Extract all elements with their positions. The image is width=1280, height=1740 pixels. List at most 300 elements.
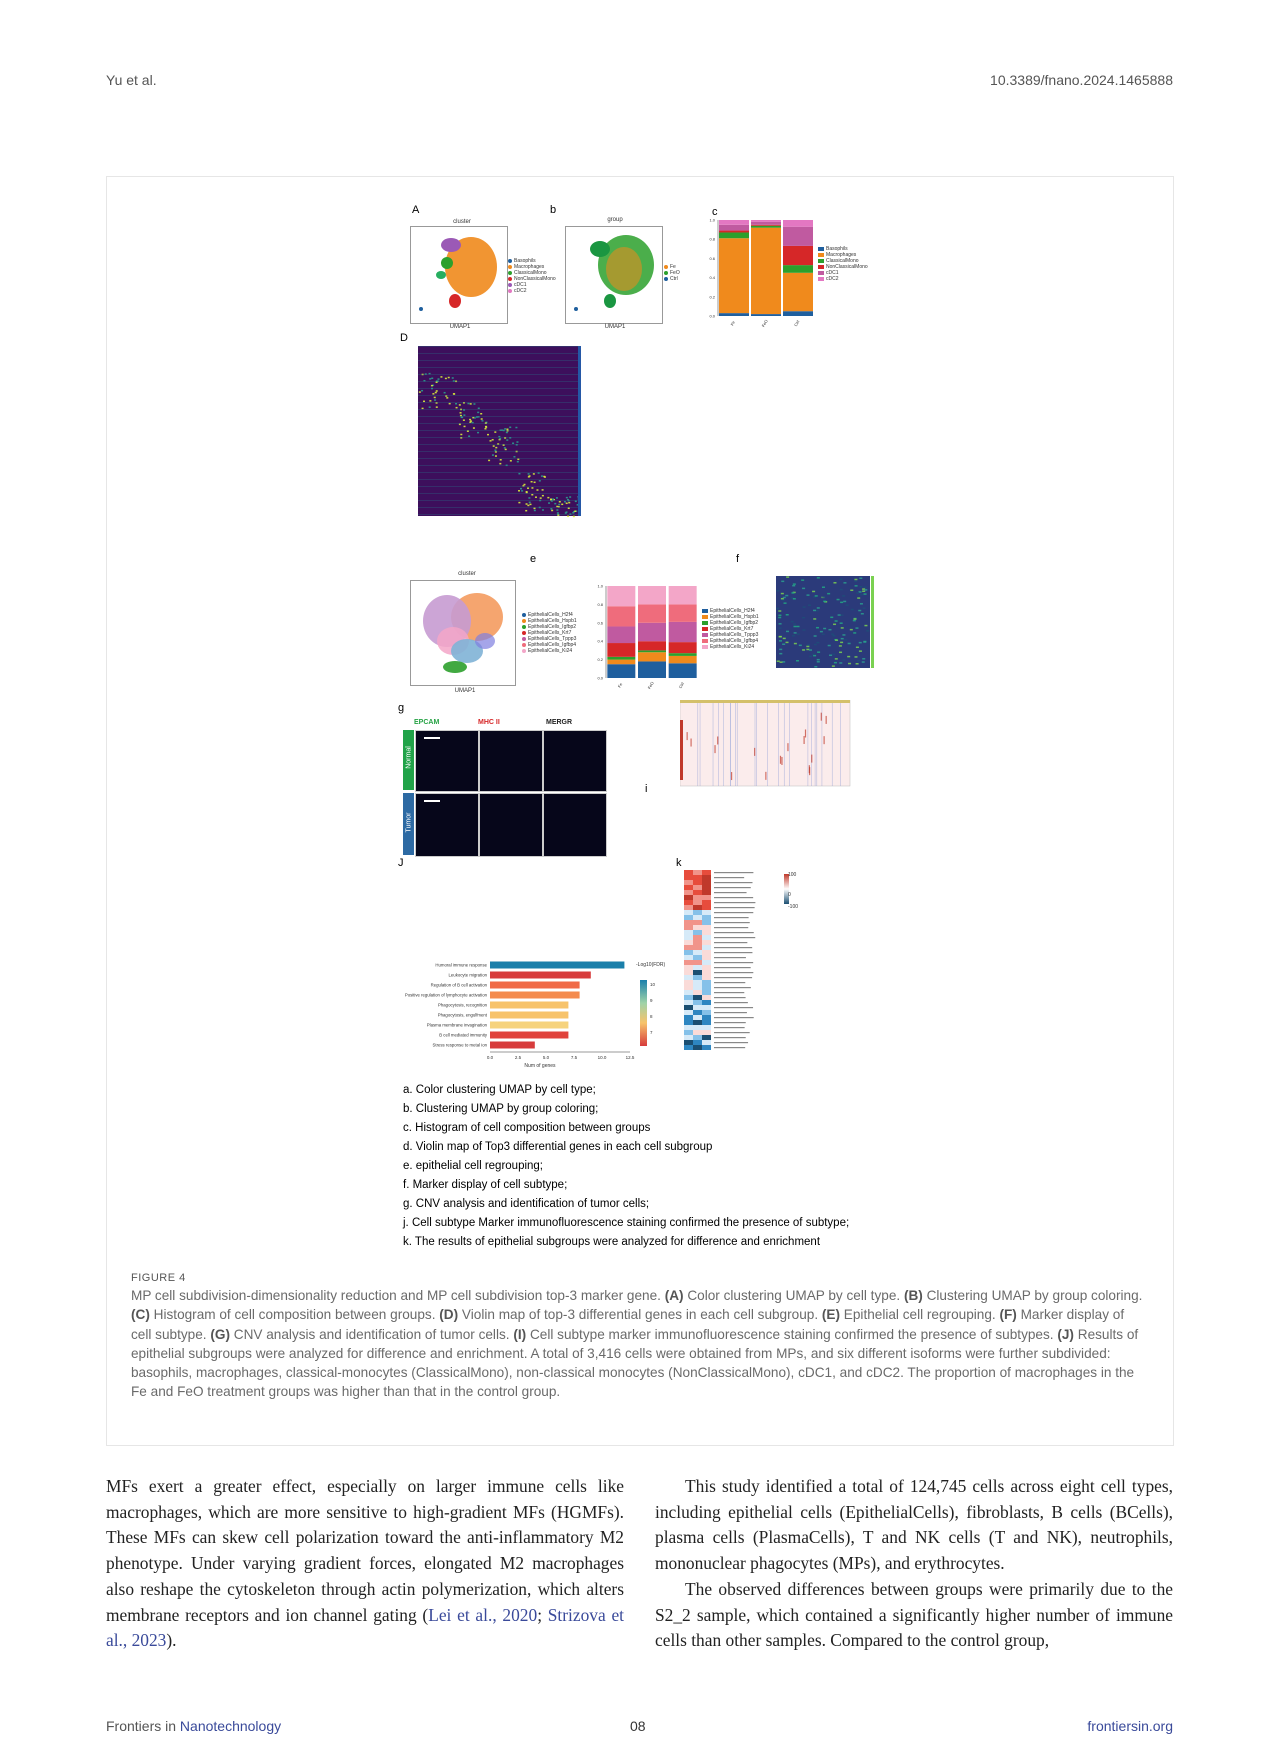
heatmap-cell [490, 440, 492, 442]
row-label-line [714, 947, 752, 948]
heatmap-cell [693, 1015, 702, 1020]
y-tick-label: 0.4 [709, 275, 715, 281]
citation-link-lei-2020[interactable]: Lei et al., 2020 [428, 1604, 538, 1625]
cnv-gain [809, 767, 810, 775]
x-tick-label: 10.0 [597, 1055, 607, 1060]
heatmap-cell [854, 656, 857, 658]
bar-segment [751, 220, 781, 222]
heatmap-cell [702, 930, 711, 935]
legend-item: EpithelialCells_Igfbp4 [710, 638, 759, 644]
heatmap-cell [702, 975, 711, 980]
panel-i-cnv-heatmap [680, 700, 856, 790]
heatmap-cell [505, 449, 507, 451]
colorbar-label: -Log10(FDR) [636, 962, 666, 968]
heatmap-cell [806, 594, 809, 596]
row-bar-tumor [403, 793, 414, 855]
heatmap-cell [693, 905, 702, 910]
heatmap-cell [693, 930, 702, 935]
legend-item: NonClassicalMono [826, 264, 868, 270]
figure-legend-line: j. Cell subtype Marker immunofluorescence staining confirmed the presence of subtype; [403, 1217, 850, 1229]
heatmap-cell [813, 655, 816, 657]
heatmap-cell [684, 890, 693, 895]
heatmap-stripe [418, 353, 578, 354]
heatmap-cell [534, 510, 536, 512]
heatmap-cell [866, 630, 869, 632]
panel-b-xlabel: UMAP1 [604, 324, 626, 330]
bar-segment [719, 313, 749, 316]
cnv-gain [805, 729, 806, 737]
body-paragraph: The observed differences between groups were primarily due to the S2_2 sample, which contained a significantly higher number of immune cells than other samples. Compared to the control group, [655, 1578, 1173, 1651]
heatmap-cell [702, 915, 711, 920]
panel-a-xlabel: UMAP1 [449, 324, 471, 330]
heatmap-cell [782, 661, 785, 663]
figure-legend-line: b. Clustering UMAP by group coloring; [403, 1103, 599, 1115]
legend-item: EpithelialCells_Igfbp2 [710, 620, 759, 626]
heatmap-cell [431, 385, 433, 387]
heatmap-cell [517, 459, 519, 461]
x-tick-label: 7.5 [570, 1055, 578, 1060]
heatmap-cell [702, 1000, 711, 1005]
heatmap-cell [684, 995, 693, 1000]
cnv-column [815, 700, 816, 786]
heatmap-cell [828, 645, 831, 647]
category-label: Leukocyte migration [448, 972, 487, 978]
heatmap-cell [779, 627, 782, 629]
heatmap-cell [783, 638, 786, 640]
heatmap-cell [791, 592, 794, 594]
legend-item: EpithelialCells_Ki24 [710, 644, 755, 650]
bar-segment [669, 586, 697, 604]
heatmap-stripe [418, 444, 578, 445]
heatmap-cell [684, 970, 693, 975]
panel-c-stacked-bar [700, 214, 820, 332]
x-tick-label: 5.0 [542, 1055, 550, 1060]
caption-text: Clustering UMAP by group coloring. [922, 1288, 1143, 1303]
heatmap-cell [817, 661, 820, 663]
heatmap-cell [448, 377, 450, 379]
heatmap-cell [702, 880, 711, 885]
category-label: Positive regulation of lymphocyte activation [404, 992, 487, 998]
heatmap-cell [684, 945, 693, 950]
cnv-column [737, 700, 738, 786]
heatmap-cell [702, 950, 711, 955]
heatmap-cell [854, 581, 857, 583]
bar-segment [719, 225, 749, 231]
enrichment-bar [490, 992, 580, 999]
legend-item: EpithelialCells_Igfbp2 [528, 624, 577, 630]
cnv-left-bar [680, 720, 683, 780]
running-header-doi[interactable]: 10.3389/fnano.2024.1465888 [990, 72, 1173, 88]
heatmap-cell [488, 460, 490, 462]
caption-text: MP cell subdivision-dimensionality reduction and MP cell subdivision top-3 marker gene. [131, 1288, 665, 1303]
panel-e-legend [522, 612, 577, 654]
heatmap-cell [510, 460, 512, 462]
cnv-gain [824, 736, 825, 744]
heatmap-cell [702, 1020, 711, 1025]
heatmap-cell [781, 581, 784, 583]
heatmap-cell [822, 596, 825, 598]
heatmap-cell [693, 970, 702, 975]
enrichment-bar [490, 1042, 535, 1049]
heatmap-cell [473, 427, 475, 429]
cnv-gain [687, 732, 688, 740]
heatmap-cell [812, 654, 815, 656]
heatmap-cell [793, 583, 796, 585]
x-tick-label: Fe [729, 319, 737, 327]
heatmap-cell [860, 586, 863, 588]
cnv-column [756, 700, 757, 786]
row-label-line [714, 977, 752, 978]
row-label-line [714, 907, 755, 908]
legend-item: EpithelialCells_Krt7 [528, 630, 572, 636]
heatmap-cell [684, 900, 693, 905]
category-label: Stress response to metal ion [432, 1042, 487, 1048]
heatmap-cell [693, 925, 702, 930]
x-tick-label: 12.5 [625, 1055, 635, 1060]
heatmap-cell [802, 617, 805, 619]
row-label-line [714, 1032, 750, 1033]
cnv-column [735, 700, 736, 786]
heatmap-cell [702, 970, 711, 975]
heatmap-cell [574, 511, 576, 513]
cnv-column [755, 700, 756, 786]
row-label-line [714, 912, 753, 913]
heatmap-cell [469, 419, 471, 421]
heatmap-cell [702, 1045, 711, 1050]
x-tick-label: FeO [760, 318, 769, 328]
heatmap-cell [432, 393, 434, 395]
heatmap-cell [839, 652, 842, 654]
heatmap-cell [782, 643, 785, 645]
panel-e-xlabel: UMAP1 [454, 688, 476, 694]
row-label-line [714, 1022, 746, 1023]
bar-segment [607, 586, 635, 606]
heatmap-cell [470, 403, 472, 405]
row-label-line [714, 1007, 753, 1008]
heatmap-cell [452, 377, 454, 379]
cnv-column [718, 700, 719, 786]
footer-journal[interactable] [106, 1718, 281, 1734]
heatmap-cell [440, 376, 442, 378]
heatmap-cell [859, 577, 862, 579]
heatmap-cell [485, 426, 487, 428]
heatmap-cell [459, 404, 461, 406]
legend-item: cDC2 [826, 276, 839, 282]
heatmap-cell [702, 945, 711, 950]
bar-segment [751, 314, 781, 316]
caption-text: Marker display of cell subtype. [131, 1307, 1125, 1342]
heatmap-cell [550, 498, 552, 500]
heatmap-cell [839, 662, 842, 664]
heatmap-cell [856, 663, 859, 665]
heatmap-cell [786, 642, 789, 644]
y-tick-label: 0.8 [709, 236, 715, 242]
heatmap-cell [702, 1025, 711, 1030]
heatmap-cell [786, 576, 789, 578]
heatmap-cell [702, 895, 711, 900]
bar-segment [783, 311, 813, 316]
caption-text: CNV analysis and identification of tumor cells. [229, 1326, 514, 1342]
legend-item: EpithelialCells_Tppp3 [528, 636, 577, 642]
heatmap-cell [693, 885, 702, 890]
bar-segment [669, 642, 697, 653]
row-label-line [714, 952, 752, 953]
heatmap-cell [702, 980, 711, 985]
heatmap-cell [702, 1005, 711, 1010]
heatmap-cell [837, 599, 840, 601]
bar-segment [719, 232, 749, 238]
heatmap-cell [693, 1030, 702, 1035]
heatmap-cell [862, 658, 865, 660]
heatmap-cell [830, 617, 833, 619]
if-image-normal-merge [543, 730, 607, 792]
heatmap-cell [518, 473, 520, 475]
heatmap-cell [797, 633, 800, 635]
heatmap-cell [541, 475, 543, 477]
caption-ref-j: (J) [1057, 1326, 1074, 1342]
heatmap-cell [863, 641, 866, 643]
legend-item: Basophils [826, 246, 848, 252]
cnv-gain [803, 736, 804, 744]
heatmap-cell [857, 660, 860, 662]
heatmap-cell [844, 639, 847, 641]
heatmap-cell [835, 658, 838, 660]
heatmap-cell [693, 940, 702, 945]
legend-item: Fe [670, 264, 676, 270]
caption-text: Results of epithelial subgroups were analyzed for difference and enrichment. A total of 3,416 cells were obtained from MPs, and six different isoforms were further subdivided: basophils, macrophages, classical-monocytes (ClassicalMono), non-classical monocytes (NonClassicalMono), cDC1, and cDC2. The proportion of macrophages in the Fe and FeO treatment groups was higher than that in the control group. [131, 1326, 1139, 1400]
heatmap-cell [542, 489, 544, 491]
caption-text: Violin map of top-3 differential genes in each cell subgroup. [458, 1307, 822, 1323]
heatmap-cell [702, 960, 711, 965]
heatmap-cell [494, 449, 496, 451]
heatmap-cell [500, 459, 502, 461]
heatmap-cell [693, 900, 702, 905]
heatmap-stripe [418, 486, 578, 487]
enrichment-bar [490, 1002, 568, 1009]
heatmap-cell [806, 646, 809, 648]
citation-link-strizova-2023[interactable]: Strizova et al., 2023 [106, 1604, 625, 1651]
heatmap-cell [839, 579, 842, 581]
heatmap-cell [702, 1035, 711, 1040]
heatmap-cell [539, 480, 541, 482]
heatmap-cell [809, 656, 812, 658]
panel-e-stacked-bar [588, 580, 704, 694]
bar-segment [751, 226, 781, 228]
heatmap-cell [838, 614, 841, 616]
heatmap-cell [558, 504, 560, 506]
cnv-gain [826, 716, 827, 724]
panel-k-scale-min: -100 [788, 904, 799, 910]
heatmap-cell [833, 582, 836, 584]
heatmap-cell [857, 597, 860, 599]
heatmap-cell [803, 629, 806, 631]
body-paragraph [106, 1474, 624, 1654]
caption-ref-e: (E) [821, 1307, 841, 1323]
heatmap-cell [693, 1040, 702, 1045]
heatmap-cell [684, 1020, 693, 1025]
heatmap-cell [794, 643, 797, 645]
heatmap-stripe [418, 465, 578, 466]
heatmap-cell [467, 403, 469, 405]
heatmap-cell [453, 393, 455, 395]
row-label-line [714, 927, 748, 928]
heatmap-cell [859, 642, 862, 644]
cnv-column [700, 700, 701, 786]
legend-item: Macrophages [826, 252, 857, 258]
row-bar-normal [403, 730, 414, 790]
heatmap-stripe [418, 507, 578, 508]
heatmap-cell [693, 965, 702, 970]
heatmap-cell [782, 599, 785, 601]
heatmap-cell [834, 662, 837, 664]
heatmap-cell [835, 639, 838, 641]
heatmap-cell [693, 935, 702, 940]
heatmap-cell [693, 890, 702, 895]
cnv-top-bar [680, 700, 850, 703]
heatmap-cell [526, 491, 528, 493]
bar-segment [783, 220, 813, 227]
heatmap-cell [843, 601, 846, 603]
heatmap-cell [551, 510, 553, 512]
body-right-column [655, 1474, 1173, 1654]
heatmap-cell [803, 606, 806, 608]
caption-text: Cell subtype marker immunofluorescence staining confirmed the presence of subtypes. [526, 1326, 1058, 1342]
heatmap-cell [504, 447, 506, 449]
row-label-line [714, 932, 754, 933]
footer-site-link[interactable]: frontiersin.org [1087, 1718, 1173, 1734]
heatmap-cell [684, 885, 693, 890]
heatmap-stripe [418, 458, 578, 459]
heatmap-cell [527, 487, 529, 489]
heatmap-cell [785, 595, 788, 597]
heatmap-cell [702, 990, 711, 995]
heatmap-cell [817, 651, 820, 653]
heatmap-cell [817, 659, 820, 661]
caption-ref-d: (D) [439, 1307, 459, 1323]
heatmap-cell [693, 920, 702, 925]
heatmap-cell [684, 930, 693, 935]
heatmap-colorbar [582, 451, 588, 511]
heatmap-cell [860, 594, 863, 596]
heatmap-cell [702, 1015, 711, 1020]
heatmap-cell [517, 461, 519, 463]
heatmap-cell [779, 661, 782, 663]
enrichment-bar [490, 972, 591, 979]
panel-letter-i: i [645, 783, 648, 795]
row-label-line [714, 937, 755, 938]
legend-item: EpithelialCells_Krt7 [710, 626, 754, 632]
heatmap-cell [684, 950, 693, 955]
category-label: Humoral immune response [435, 962, 487, 968]
heatmap-cell [473, 403, 475, 405]
heatmap-cell [702, 1030, 711, 1035]
heatmap-cell [862, 661, 865, 663]
heatmap-cell [702, 995, 711, 1000]
heatmap-stripe [418, 395, 578, 396]
heatmap-cell [823, 601, 826, 603]
heatmap-cell [827, 593, 830, 595]
row-label-line [714, 892, 747, 893]
heatmap-cell [842, 659, 845, 661]
heatmap-cell [702, 905, 711, 910]
heatmap-cell [840, 614, 843, 616]
channel-label-epcam: EPCAM [414, 719, 440, 726]
heatmap-cell [702, 935, 711, 940]
heatmap-cell [840, 642, 843, 644]
heatmap-cell [684, 1010, 693, 1015]
heatmap-cell [853, 618, 856, 620]
panel-e-title: cluster [458, 571, 476, 577]
heatmap-cell [854, 579, 857, 581]
caption-text: Histogram of cell composition between groups. [149, 1307, 440, 1323]
heatmap-cell [828, 629, 831, 631]
colorbar [640, 980, 647, 1046]
bar-segment [783, 246, 813, 265]
heatmap-cell [846, 604, 849, 606]
y-tick-label: 0.2 [597, 657, 603, 663]
bar-segment [669, 663, 697, 678]
heatmap-stripe [418, 479, 578, 480]
heatmap-cell [792, 585, 795, 587]
heatmap-cell [779, 623, 782, 625]
heatmap-cell [693, 875, 702, 880]
cnv-gain [717, 736, 718, 744]
cnv-column [730, 700, 731, 786]
panel-k-heatmap [684, 870, 824, 1056]
x-tick-label: 0.0 [486, 1055, 494, 1060]
heatmap-cell [693, 990, 702, 995]
heatmap-cell [684, 955, 693, 960]
heatmap-cell [693, 915, 702, 920]
heatmap-cell [684, 985, 693, 990]
heatmap-cell [684, 1000, 693, 1005]
heatmap-cell [853, 620, 856, 622]
figure-label: FIGURE 4 [131, 1272, 186, 1284]
row-label-line [714, 887, 751, 888]
body-paragraph: This study identified a total of 124,745 cells across eight cell types, including epithelial cells (EpithelialCells), fibroblasts, B cells (BCells), plasma cells (PlasmaCells), T and NK cells (T and NK), neutrophils, mononuclear phagocytes (MPs), and erythrocytes. [655, 1476, 1173, 1574]
heatmap-cell [816, 610, 819, 612]
panel-letter-b: b [550, 204, 557, 216]
heatmap-cell [543, 476, 545, 478]
row-label-line [714, 942, 747, 943]
heatmap-cell [512, 442, 514, 444]
heatmap-cell [569, 496, 571, 498]
heatmap-cell [419, 391, 421, 393]
cnv-gain [821, 713, 822, 721]
heatmap-cell [436, 406, 438, 408]
heatmap-cell [431, 378, 433, 380]
heatmap-background [776, 576, 870, 668]
caption-ref-c: (C) [131, 1307, 150, 1323]
figure-legend-line: e. epithelial cell regrouping; [403, 1160, 544, 1172]
heatmap-cell [542, 495, 544, 497]
heatmap-cell [862, 590, 865, 592]
heatmap-cell [702, 955, 711, 960]
heatmap-cell [702, 910, 711, 915]
heatmap-cell [693, 1045, 702, 1050]
bar-segment [719, 238, 749, 313]
heatmap-cell [515, 427, 517, 429]
cnv-column [713, 700, 714, 786]
heatmap-cell [521, 490, 523, 492]
bar-segment [783, 227, 813, 246]
heatmap-cell [542, 509, 544, 511]
cnv-column [723, 700, 724, 786]
heatmap-cell [434, 397, 436, 399]
heatmap-cell [702, 890, 711, 895]
heatmap-cell [463, 419, 465, 421]
enrichment-bar [490, 982, 580, 989]
